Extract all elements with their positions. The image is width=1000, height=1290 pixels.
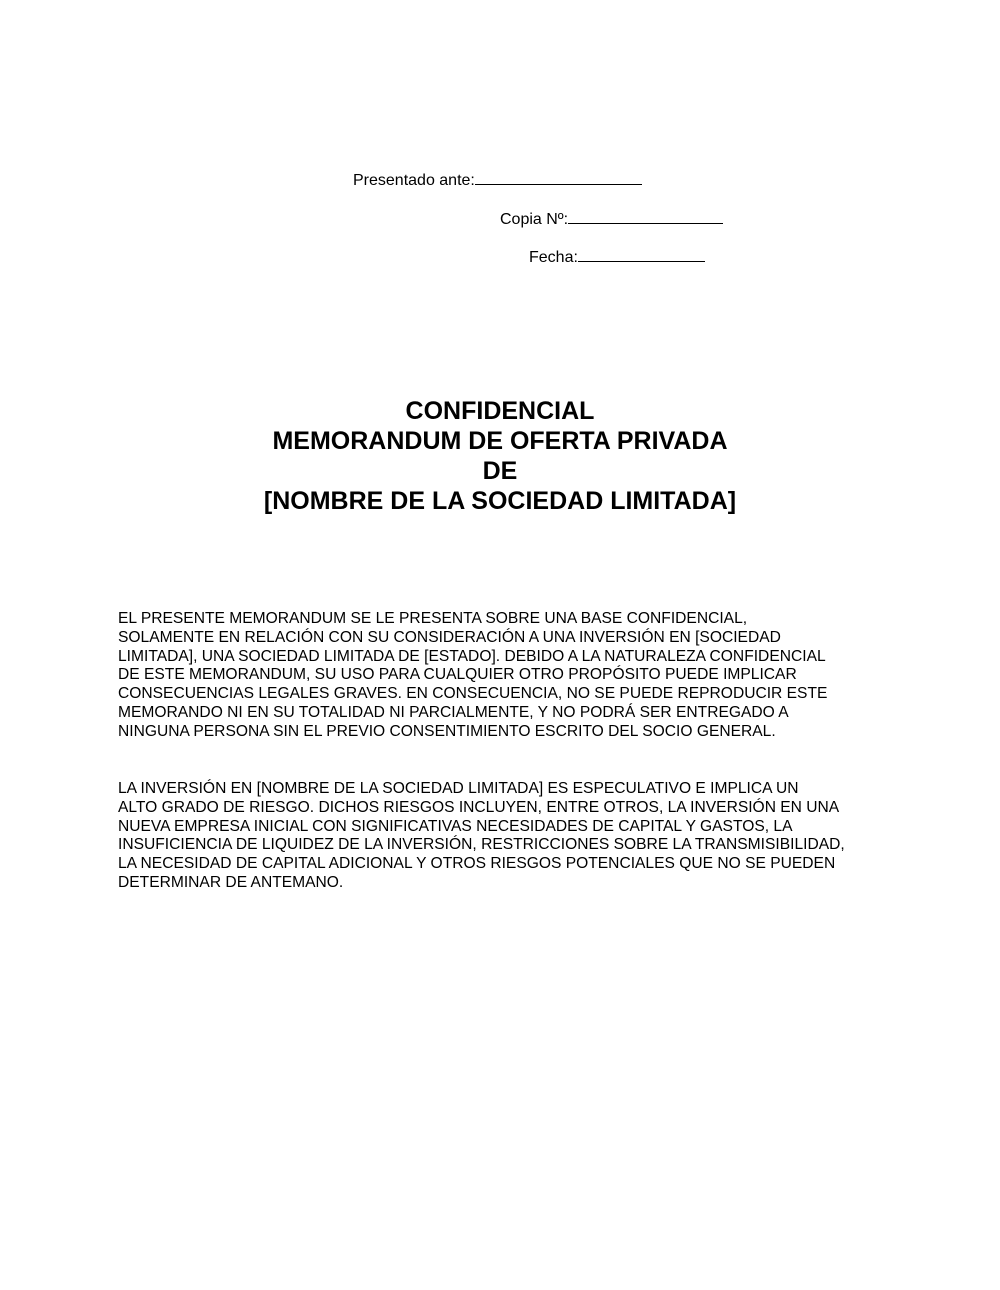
paragraph-line: INSUFICIENCIA DE LIQUIDEZ DE LA INVERSIÓN, RESTRICCIONES SOBRE LA TRANSMISIBILIDAD,: [118, 836, 845, 854]
risk-paragraph: [118, 780, 845, 893]
copia-numero-label: Copia Nº:: [500, 211, 569, 228]
title-line: DE: [482, 457, 518, 485]
title-line: MEMORANDUM DE OFERTA PRIVADA: [272, 427, 728, 455]
title-line: CONFIDENCIAL: [405, 397, 595, 425]
presentado-ante-blank[interactable]: [475, 170, 642, 185]
copia-numero-field: [500, 209, 723, 229]
copia-numero-blank[interactable]: [568, 209, 723, 224]
presentado-ante-label: Presentado ante:: [353, 172, 475, 189]
paragraph-line: DETERMINAR DE ANTEMANO.: [118, 873, 344, 891]
paragraph-line: LA INVERSIÓN EN [NOMBRE DE LA SOCIEDAD LIMITADA] ES ESPECULATIVO E IMPLICA UN: [118, 780, 799, 797]
paragraph-line: MEMORANDO NI EN SU TOTALIDAD NI PARCIALMENTE, Y NO PODRÁ SER ENTREGADO A: [118, 703, 789, 721]
paragraph-line: LA NECESIDAD DE CAPITAL ADICIONAL Y OTROS RIESGOS POTENCIALES QUE NO SE PUEDEN: [118, 855, 836, 873]
fecha-label: Fecha:: [529, 249, 578, 266]
document-title: [0, 396, 1000, 516]
paragraph-line: NINGUNA PERSONA SIN EL PREVIO CONSENTIMIENTO ESCRITO DEL SOCIO GENERAL.: [118, 722, 776, 740]
title-line: [NOMBRE DE LA SOCIEDAD LIMITADA]: [263, 487, 737, 515]
fecha-field: [529, 247, 705, 267]
paragraph-line: SOLAMENTE EN RELACIÓN CON SU CONSIDERACIÓN A UNA INVERSIÓN EN [SOCIEDAD: [118, 628, 781, 646]
presentado-ante-field: [353, 170, 642, 190]
paragraph-line: EL PRESENTE MEMORANDUM SE LE PRESENTA SOBRE UNA BASE CONFIDENCIAL,: [118, 610, 748, 627]
paragraph-line: NUEVA EMPRESA INICIAL CON SIGNIFICATIVAS NECESIDADES DE CAPITAL Y GASTOS, LA: [118, 817, 793, 835]
paragraph-line: DE ESTE MEMORANDUM, SU USO PARA CUALQUIER OTRO PROPÓSITO PUEDE IMPLICAR: [118, 666, 797, 684]
paragraph-line: ALTO GRADO DE RIESGO. DICHOS RIESGOS INCLUYEN, ENTRE OTROS, LA INVERSIÓN EN UNA: [118, 798, 840, 816]
confidentiality-paragraph: [118, 610, 827, 742]
paragraph-line: CONSECUENCIAS LEGALES GRAVES. EN CONSECUENCIA, NO SE PUEDE REPRODUCIR ESTE: [118, 685, 828, 703]
paragraph-line: LIMITADA], UNA SOCIEDAD LIMITADA DE [ESTADO]. DEBIDO A LA NATURALEZA CONFIDENCIAL: [118, 647, 826, 665]
fecha-blank[interactable]: [578, 247, 705, 262]
